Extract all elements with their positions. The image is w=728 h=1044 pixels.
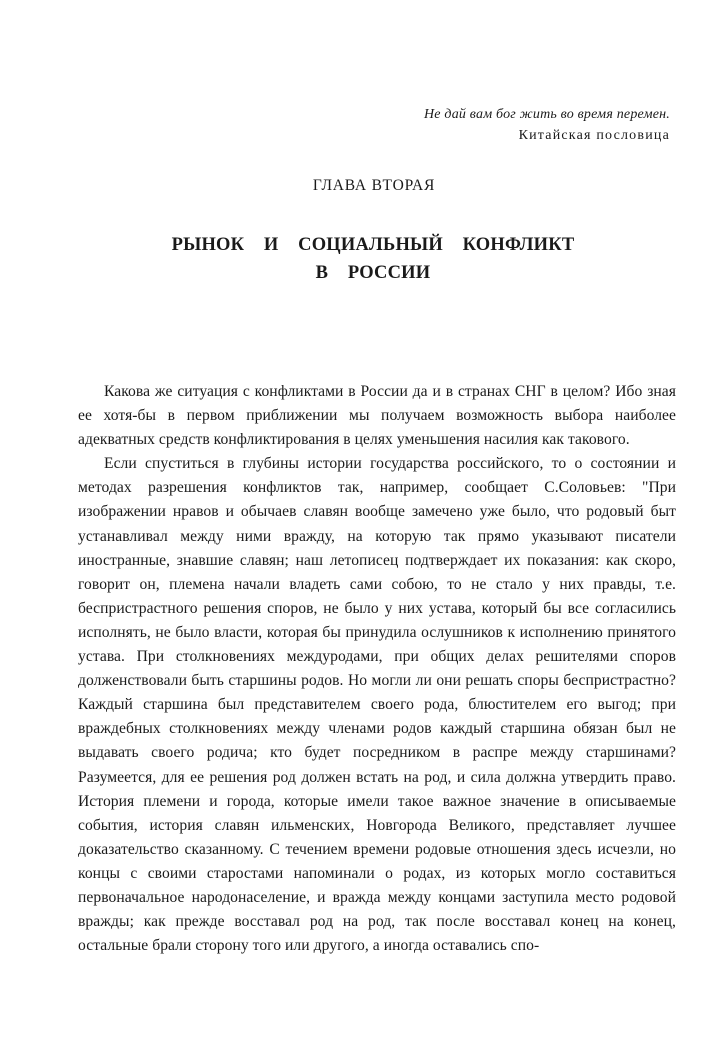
chapter-title-line-2: В РОССИИ <box>315 263 431 283</box>
epigraph <box>424 104 670 146</box>
chapter-title-line-1: РЫНОК И СОЦИАЛЬНЫЙ КОНФЛИКТ <box>171 235 575 255</box>
body-text <box>78 380 676 958</box>
epigraph-quote: Не дай вам бог жить во время перемен. <box>424 107 670 122</box>
epigraph-source: Китайская пословица <box>518 128 670 143</box>
paragraph-2: Если спуститься в глубины истории государства российского, то о состоянии и методах разрешения конфликтов так, например, сообщает С.Соловьев: "При изображении нравов и обычаев славян вообще замечено уже было, что родовый быт устанавливал между ними вражду, на которую так прямо указывают писатели иностранные, знавшие славян; наш летописец подтверждает их показания: как скоро, говорит он, племена начали владеть сами собою, то не стало у них правды, т.е. беспристрастного решения споров, не было у них устава, который бы все согласились исполнять, не было власти, которая бы принудила ослушников к исполнению принятого устава. При столкновениях междуродами, при общих делах решителями споров долженствовали быть старшины родов. Но могли ли они решать споры беспристрастно? Каждый старшина был представителем своего рода, блюстителем его выгод; при враждебных столкновениях между членами родов каждый старшина обязан был не выдавать своего родича; кто будет посредником в распре между старшинами? Разумеется, для ее решения род должен встать на род, и сила должна утвердить право. История племени и города, которые имели такое важное значение в описываемые события, история славян ильменских, Новгорода Великого, представляет лучшее доказательство сказанному. С течением времени родовые отношения здесь исчезли, но концы с своими старостами напоминали о родах, из которых могло составиться первоначальное народонаселение, и вражда между концами заступила место родовой вражды; как прежде восставал род на род, так после восставал конец на конец, остальные брали сторону того или другого, а иногда оставались спо- <box>78 455 676 955</box>
paragraph-1: Какова же ситуация с конфликтами в России да и в странах СНГ в целом? Ибо зная ее хотя-бы в первом приближении мы получаем возможность выбора наиболее адекватных средств конфликтирования в целях уменьшения насилия как такового. <box>78 383 676 449</box>
chapter-title <box>0 231 728 287</box>
chapter-label: ГЛАВА ВТОРАЯ <box>312 177 436 194</box>
